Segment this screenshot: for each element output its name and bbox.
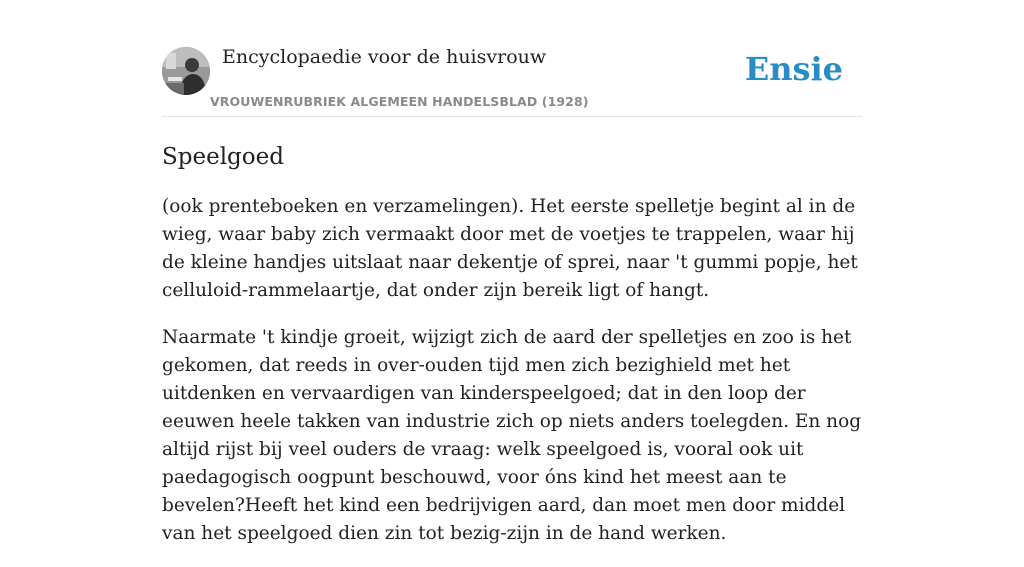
article-title: Speelgoed — [162, 144, 284, 170]
source-header — [162, 0, 862, 117]
brand-logo[interactable]: Ensie — [744, 50, 843, 88]
article-body — [162, 193, 862, 548]
article-paragraph: (ook prenteboeken en verzamelingen). Het eerste spelletje begint al in de wieg, waar baby zich vermaakt door met de voetjes te trappelen, waar hij de kleine handjes uitslaat naar dekentje of sprei, naar 't gummi popje, het celluloid-rammelaartje, dat onder zijn bereik ligt of hangt. — [162, 196, 858, 301]
source-title[interactable]: Encyclopaedie voor de huisvrouw — [222, 46, 547, 68]
vintage-portrait-icon — [162, 47, 210, 95]
page — [162, 0, 862, 567]
source-subtitle: VROUWENRUBRIEK ALGEMEEN HANDELSBLAD (1928) — [210, 94, 589, 109]
article-paragraph: Naarmate 't kindje groeit, wijzigt zich de aard der spelletjes en zoo is het gekomen, dat reeds in over-ouden tijd men zich bezighield met het uitdenken en vervaardigen van kinderspeelgoed; dat in den loop der eeuwen heele takken van industrie zich op niets anders toelegden. En nog altijd rijst bij veel ouders de vraag: welk speelgoed is, vooral ook uit paedagogisch oogpunt beschouwd, voor óns kind het meest aan te bevelen?Heeft het kind een bedrijvigen aard, dan moet men door middel van het speelgoed dien zin tot bezig-zijn in de hand werken. — [162, 327, 862, 544]
source-avatar[interactable] — [162, 47, 210, 95]
